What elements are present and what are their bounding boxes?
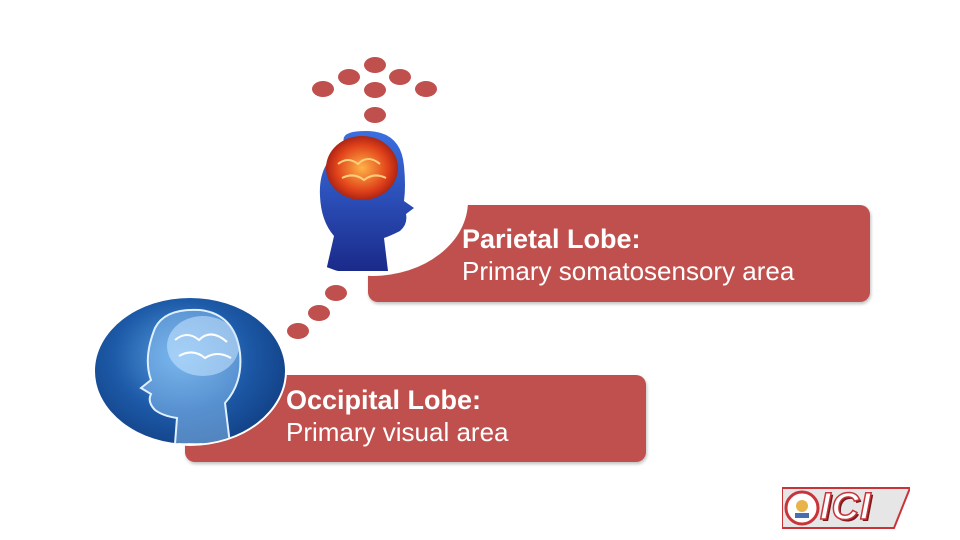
connector-dot [287, 323, 309, 339]
arrow-dot [364, 82, 386, 98]
parietal-head-image [276, 126, 468, 276]
arrow-dot [415, 81, 437, 97]
occipital-title: Occipital Lobe: [286, 385, 482, 415]
arrow-dot [364, 107, 386, 123]
connector-dot [325, 285, 347, 301]
ici-logo [782, 486, 910, 530]
arrow-dot [364, 57, 386, 73]
arrow-dot [389, 69, 411, 85]
logo-text: ICI [820, 486, 872, 528]
head-silhouette-icon [276, 126, 468, 276]
occipital-subtitle: Primary visual area [286, 417, 509, 447]
arrow-dot [312, 81, 334, 97]
connector-dot [308, 305, 330, 321]
parietal-title: Parietal Lobe: [462, 224, 641, 254]
occipital-head-image [93, 296, 287, 446]
arrow-dot [338, 69, 360, 85]
parietal-subtitle: Primary somatosensory area [462, 256, 795, 286]
head-xray-icon [95, 298, 285, 444]
